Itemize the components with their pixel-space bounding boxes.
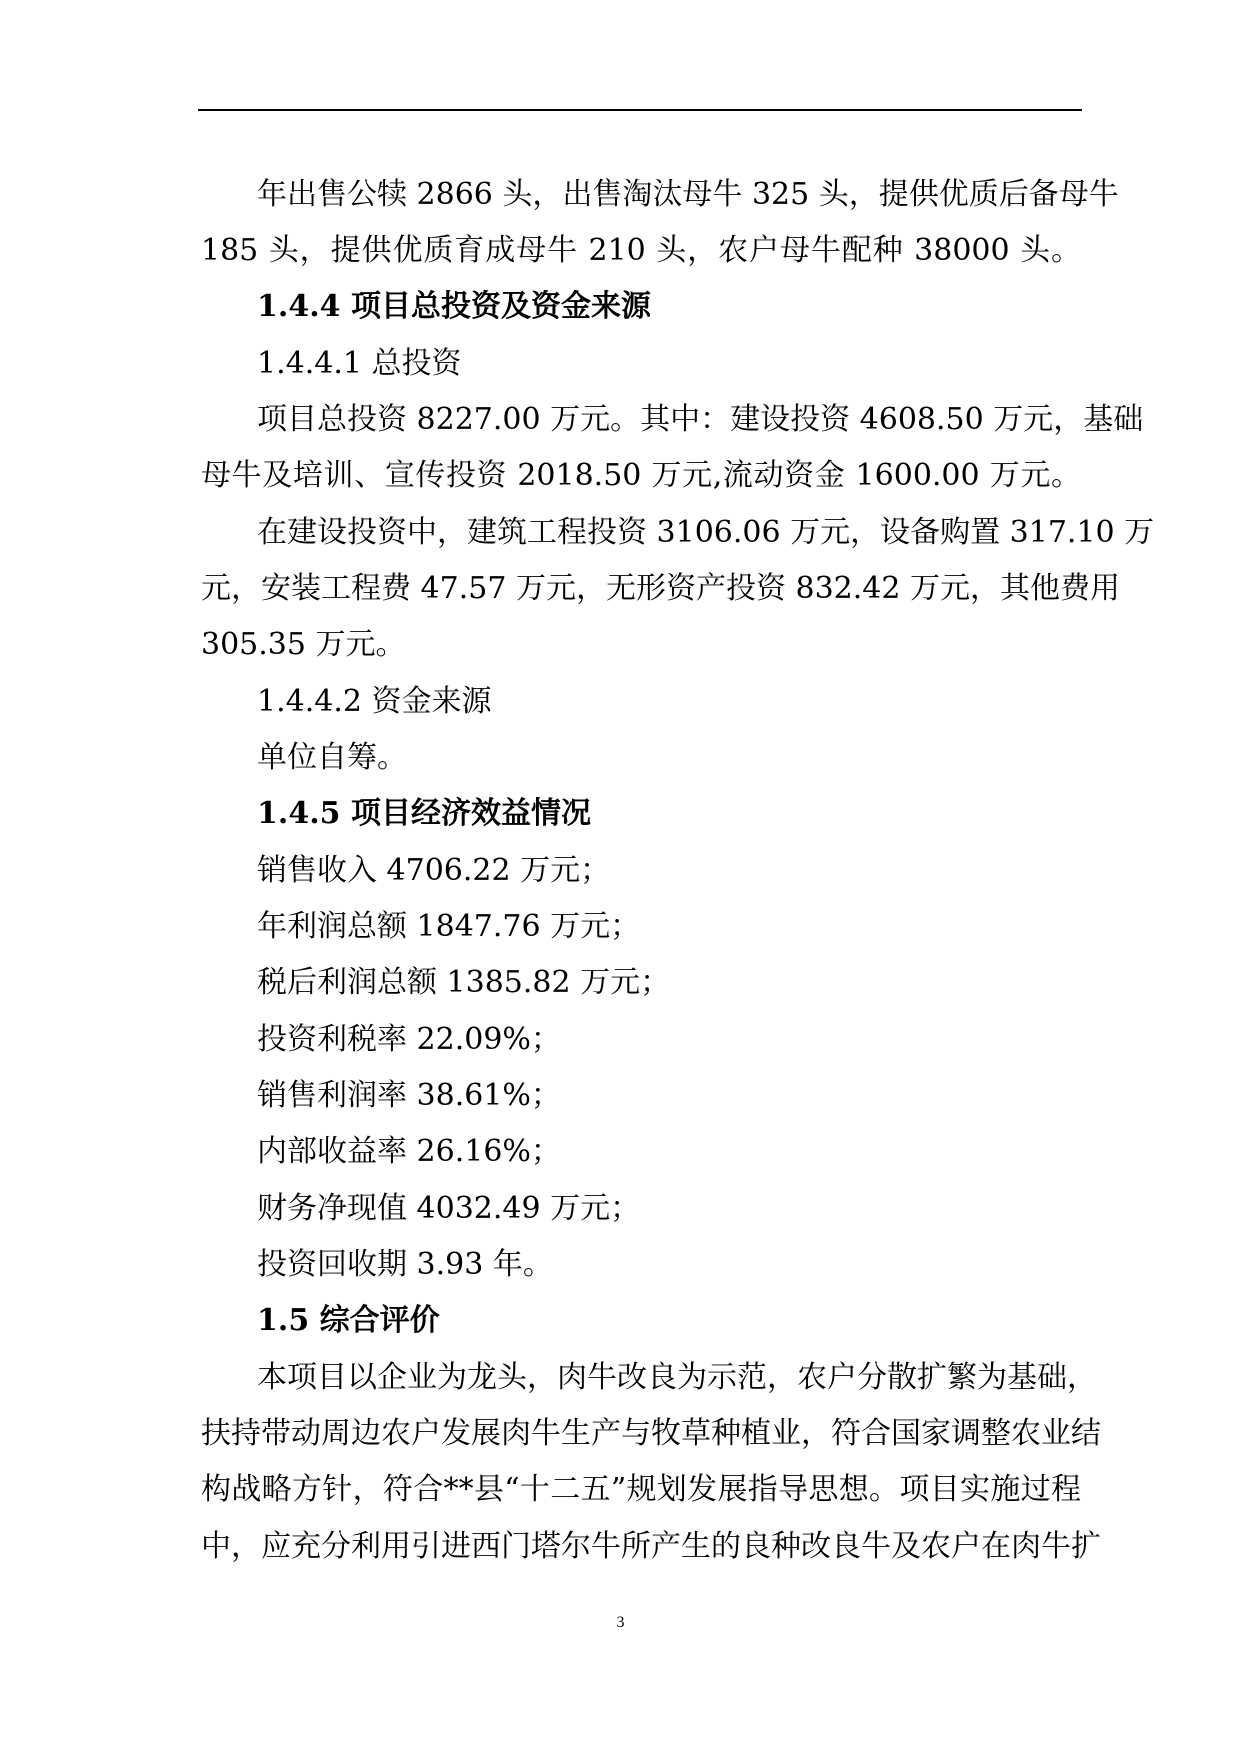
section-heading: 1.5 综合评价	[257, 1303, 440, 1338]
body-text-line: 单位自筹。	[257, 740, 407, 775]
header-rule	[198, 109, 1082, 111]
list-item: 投资利税率 22.09%；	[257, 1022, 561, 1057]
body-text-line: 元，安装工程费 47.57 万元，无形资产投资 832.42 万元，其他费用	[201, 571, 1120, 606]
subsection-heading: 1.4.4.2 资金来源	[257, 684, 492, 719]
section-heading: 1.4.4 项目总投资及资金来源	[257, 289, 651, 324]
body-text-line: 构战略方针，符合**县“十二五”规划发展指导思想。项目实施过程	[201, 1472, 1081, 1507]
subsection-heading: 1.4.4.1 总投资	[257, 346, 462, 381]
section-heading: 1.4.5 项目经济效益情况	[257, 796, 591, 831]
body-text-line: 项目总投资 8227.00 万元。其中：建设投资 4608.50 万元，基础	[257, 402, 1144, 437]
body-text-line: 母牛及培训、宣传投资 2018.50 万元,流动资金 1600.00 万元。	[201, 458, 1081, 493]
body-text-line: 在建设投资中，建筑工程投资 3106.06 万元，设备购置 317.10 万	[257, 515, 1155, 550]
list-item: 年利润总额 1847.76 万元；	[257, 909, 641, 944]
list-item: 税后利润总额 1385.82 万元；	[257, 965, 671, 1000]
list-item: 销售利润率 38.61%；	[257, 1078, 561, 1113]
body-text-line: 185 头，提供优质育成母牛 210 头，农户母牛配种 38000 头。	[201, 233, 1081, 268]
body-text-line: 本项目以企业为龙头，肉牛改良为示范，农户分散扩繁为基础，	[257, 1360, 1097, 1395]
body-text-line: 中，应充分利用引进西门塔尔牛所产生的良种改良牛及农户在肉牛扩	[201, 1529, 1101, 1564]
body-text-line: 年出售公犊 2866 头，出售淘汰母牛 325 头，提供优质后备母牛	[257, 177, 1119, 212]
list-item: 财务净现值 4032.49 万元；	[257, 1191, 641, 1226]
list-item: 销售收入 4706.22 万元；	[257, 853, 611, 888]
page-number: 3	[616, 1614, 625, 1631]
body-text-line: 扶持带动周边农户发展肉牛生产与牧草种植业，符合国家调整农业结	[201, 1416, 1101, 1451]
list-item: 投资回收期 3.93 年。	[257, 1247, 553, 1282]
body-text-line: 305.35 万元。	[201, 627, 406, 662]
list-item: 内部收益率 26.16%；	[257, 1134, 561, 1169]
